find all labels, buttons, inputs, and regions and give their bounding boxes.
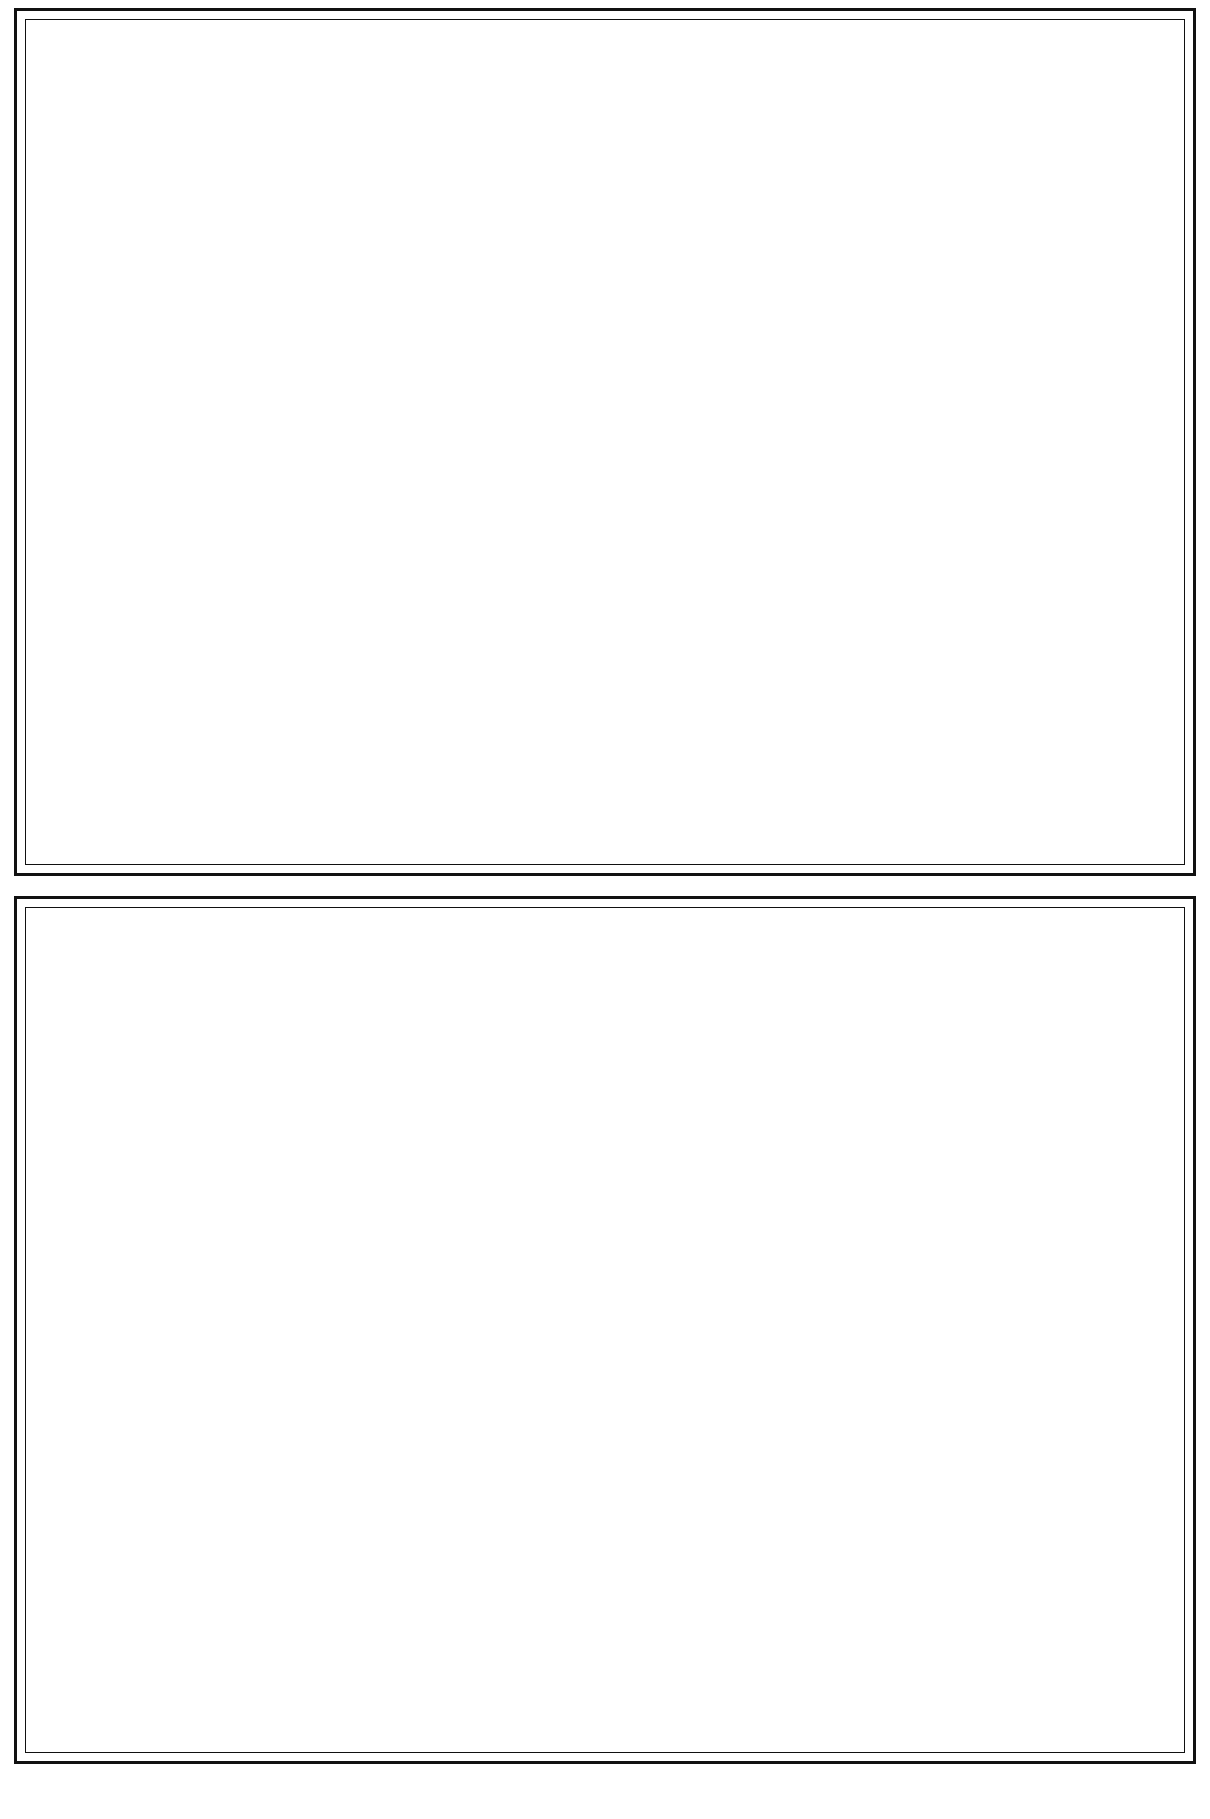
bottom-page-columns: [25, 907, 1185, 1753]
top-page-columns: [25, 19, 1185, 865]
bottom-page: [14, 896, 1196, 1764]
top-page: [14, 8, 1196, 876]
